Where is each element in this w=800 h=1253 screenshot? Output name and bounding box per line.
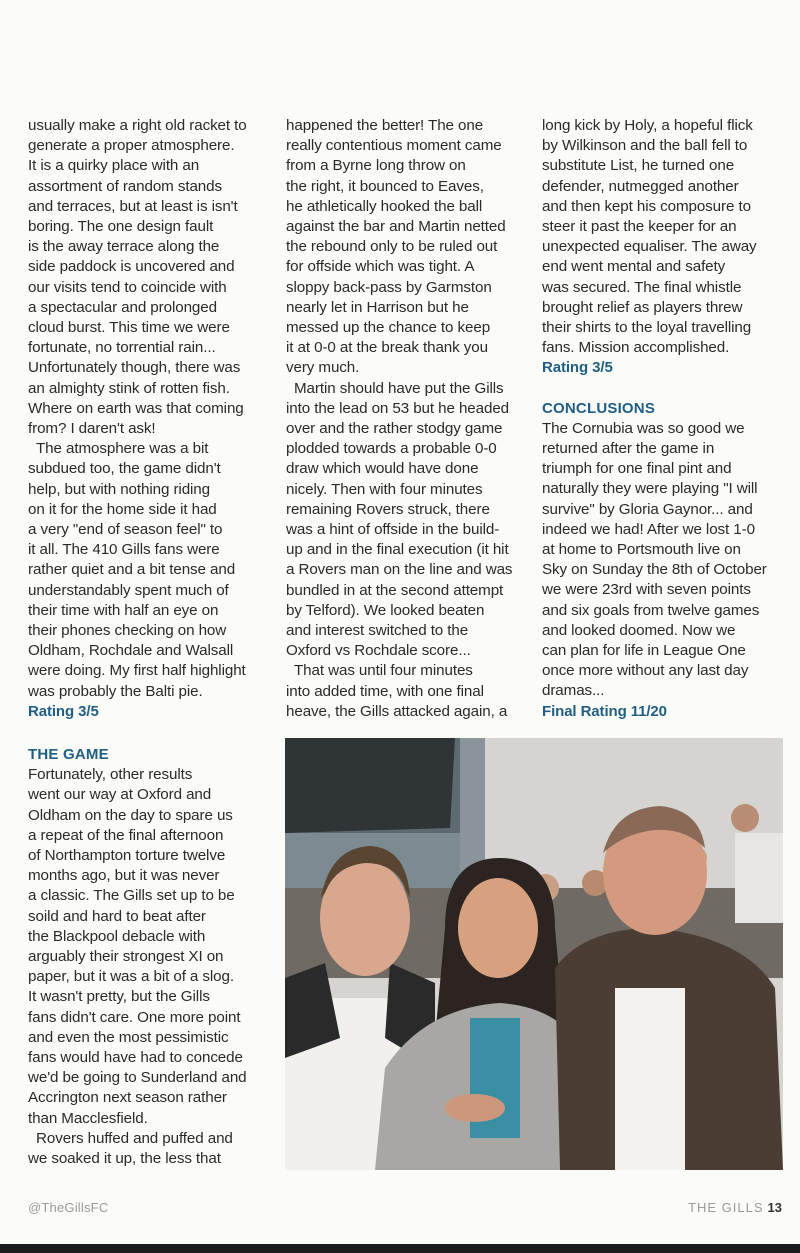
column-3-top bbox=[542, 116, 792, 722]
social-handle: @TheGillsFC bbox=[28, 1200, 109, 1215]
paragraph: Martin should have put the Gills into the lead on 53 but he headed over and the rather stodgy game plodded towards a probable 0-0 draw which would have done nicely. Then with four minutes remaining Rovers struck, there was a hint of offside in the build- up and in the final execution (it hit a Rovers man on the line and was bundled in at the second attempt by Telford). We looked beaten and interest switched to the Oxford vs Rochdale score... bbox=[286, 379, 513, 660]
page-number: 13 bbox=[767, 1200, 782, 1215]
section-heading: CONCLUSIONS bbox=[542, 399, 656, 417]
paragraph: Rovers huffed and puffed and we soaked it up, the less that bbox=[28, 1129, 233, 1168]
column-2-top bbox=[286, 116, 526, 722]
paragraph: The Cornubia was so good we returned after the game in triumph for one final pint and naturally they were playing "I will survive" by Gloria Gaynor... and indeed we had! After we lost 1-0 at home to Portsmouth live on Sky on Sunday the 8th of October we were 23rd with seven points and six goals from twelve games and looked doomed. Now we can plan for life in League One once more without any last day dramas... bbox=[542, 419, 767, 700]
section-heading: THE GAME bbox=[28, 746, 109, 763]
page-footer bbox=[688, 1200, 782, 1215]
paragraph: long kick by Holy, a hopeful flick by Wilkinson and the ball fell to substitute List, he turned one defender, nutmegged another and then kept his composure to steer it past the keeper for an unexpected equaliser. The away end went mental and safety was secured. The final whistle brought relief as players threw their shirts to the loyal travelling fans. Mission accomplished. bbox=[542, 117, 757, 357]
paragraph: That was until four minutes into added time, with one final heave, the Gills attacked again, a bbox=[286, 662, 508, 720]
final-rating-label: Final Rating 11/20 bbox=[542, 702, 667, 720]
bottom-divider bbox=[0, 1244, 800, 1253]
paragraph: happened the better! The one really contentious moment came from a Byrne long throw on the right, it bounced to Eaves, he athletically hooked the ball against the bar and Martin netted the rebound only to be ruled out for offside which was tight. A sloppy back-pass by Garmston nearly let in Harrison but he messed up the chance to keep it at 0-0 at the break thank you very much. bbox=[286, 117, 506, 377]
rating-label: Rating 3/5 bbox=[28, 702, 99, 720]
rating-label: Rating 3/5 bbox=[542, 359, 613, 377]
magazine-title: THE GILLS bbox=[688, 1200, 764, 1215]
fans-photo bbox=[285, 738, 783, 1170]
paragraph: The atmosphere was a bit subdued too, the game didn't help, but with nothing riding on it for the home side it had a very "end of season feel" to it all. The 410 Gills fans were rather quiet and a bit tense and understandably spent much of their time with half an eye on their phones checking on how Oldham, Rochdale and Walsall were doing. My first half highlight was probably the Balti pie. bbox=[28, 440, 246, 700]
column-1-bottom bbox=[28, 745, 276, 1169]
column-1-top bbox=[28, 116, 276, 722]
paragraph: Fortunately, other results went our way at Oxford and Oldham on the day to spare us a repeat of the final afternoon of Northampton torture twelve months ago, but it was never a classic. The Gills set up to be soild and hard to beat after the Blackpool debacle with arguably their strongest XI on paper, but it was a bit of a slog. It wasn't pretty, but the Gills fans didn't care. One more point and even the most pessimistic fans would have had to concede we'd be going to Sunderland and Accrington next season rather than Macclesfield. bbox=[28, 766, 247, 1127]
paragraph: usually make a right old racket to generate a proper atmosphere. It is a quirky place with an assortment of random stands and terraces, but at least is isn't boring. The one design fault is the away terrace along the side paddock is uncovered and our visits tend to coincide with a spectacular and prolonged cloud burst. This time we were fortunate, no torrential rain... Unfortunately though, there was an almighty stink of rotten fish. Where on earth was that coming from? I daren't ask! bbox=[28, 117, 247, 438]
